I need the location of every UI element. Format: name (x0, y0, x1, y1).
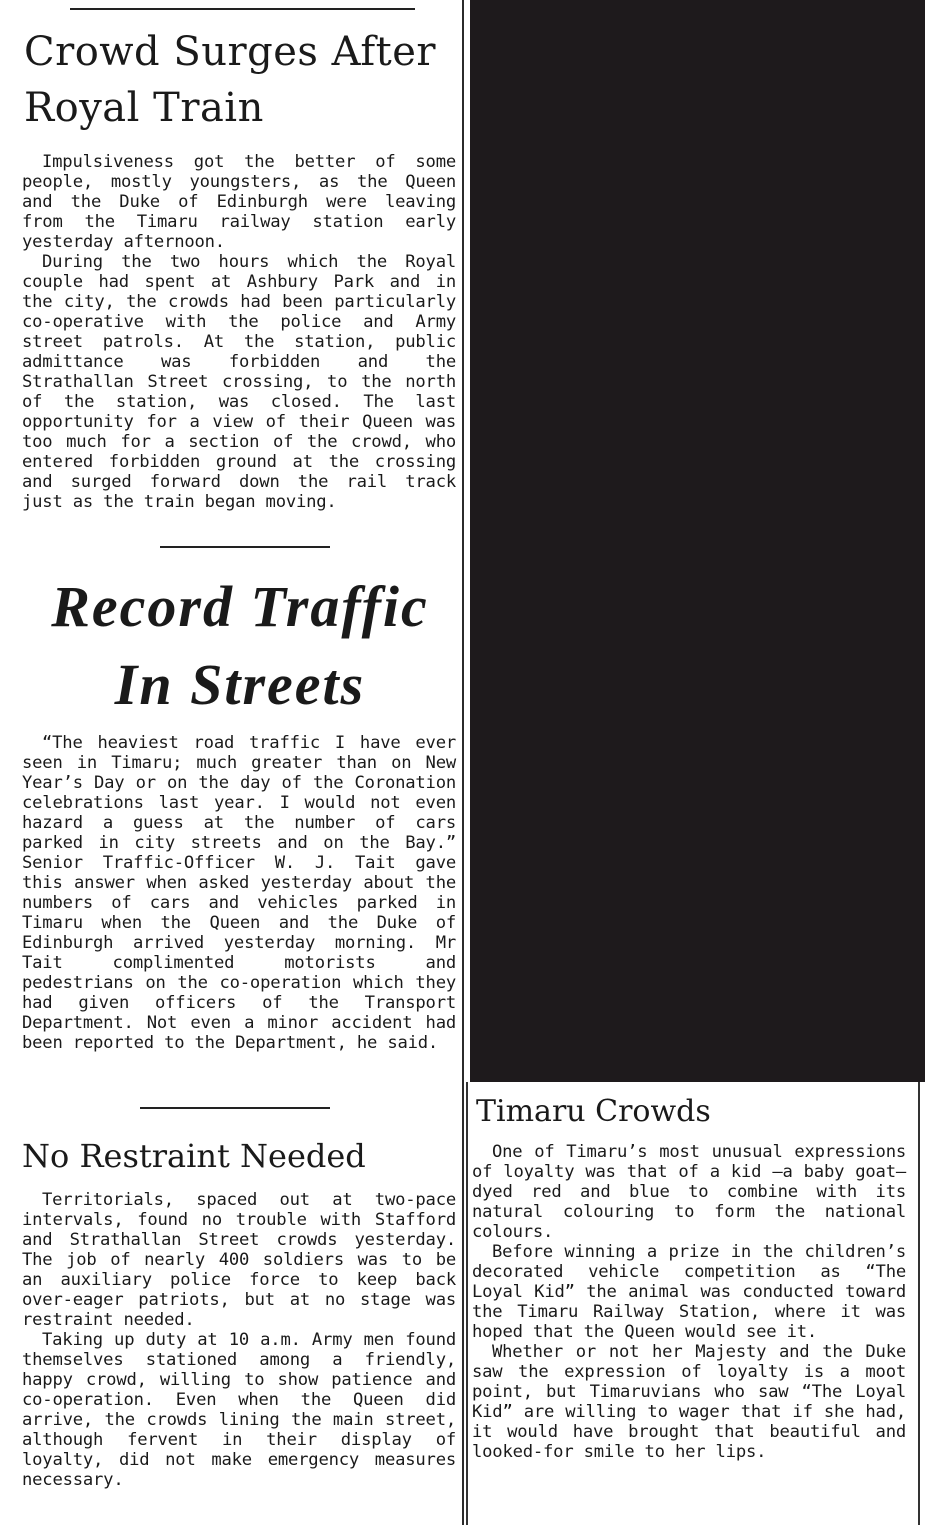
headline-crowd-line2: Royal Train (24, 85, 264, 131)
restraint-paragraph-2: Taking up duty at 10 a.m. Army men found themselves stationed among a friendly, happy crowd, willing to show patience and co-operation. Even when the Queen did arrive, the crowds lining the main street, although fervent in their display of loyalty, did not make emergency measures necessary. (22, 1330, 456, 1490)
restraint-paragraph-1: Territorials, spaced out at two-pace intervals, found no trouble with Stafford and Strathallan Street crowds yesterday. The job of nearly 400 soldiers was to be an auxiliary police force to keep back over-eager patriots, but at no stage was restraint needed. (22, 1190, 456, 1330)
article-restraint-body (22, 1190, 456, 1490)
headline-record-traffic (20, 568, 460, 724)
headline-timaru-crowds: Timaru Crowds (476, 1094, 711, 1129)
timaru-paragraph-1: One of Timaru’s most unusual expressions of loyalty was that of a kid —a baby goat—dyed red and blue to combine with its natural colouring to form the national colours. (472, 1142, 906, 1242)
section-divider (140, 1107, 330, 1109)
crowd-paragraph-2: During the two hours which the Royal couple had spent at Ashbury Park and in the city, the crowds had been particularly co-operative with the police and Army street patrols. At the station, public admittance was forbidden and the Strathallan Street crossing, to the north of the station, was closed. The last opportunity for a view of their Queen was too much for a section of the crowd, who entered forbidden ground at the crossing and surged forward down the rail track just as the train began moving. (22, 252, 456, 512)
headline-traffic-line2: In Streets (114, 652, 366, 717)
section-divider (160, 546, 330, 548)
headline-crowd-surges (24, 24, 456, 136)
article-traffic-body (22, 733, 456, 1053)
column-rule (462, 0, 464, 1525)
article-timaru-body (472, 1142, 906, 1462)
headline-crowd-line1: Crowd Surges After (24, 29, 437, 75)
headline-traffic-line1: Record Traffic (51, 574, 429, 639)
right-column-border-left (466, 1082, 468, 1525)
traffic-paragraph-1: “The heaviest road traffic I have ever seen in Timaru; much greater than on New Year’s Day or on the day of the Coronation celebrations last year. I would not even hazard a guess at the number of cars parked in city streets and on the Bay.” Senior Traffic-Officer W. J. Tait gave this answer when asked yesterday about the numbers of cars and vehicles parked in Timaru when the Queen and the Duke of Edinburgh arrived yesterday morning. Mr Tait complimented motorists and pedestrians on the co-operation which they had given officers of the Transport Department. Not even a minor accident had been reported to the Department, he said. (22, 733, 456, 1053)
right-column (472, 1090, 912, 1462)
right-column-border-right (918, 1082, 920, 1525)
timaru-paragraph-2: Before winning a prize in the children’s decorated vehicle competition as “The Loyal Kid” the animal was conducted toward the Timaru Railway Station, where it was hoped that the Queen would see it. (472, 1242, 906, 1342)
left-column (20, 0, 460, 1525)
headline-no-restraint: No Restraint Needed (22, 1137, 366, 1175)
article-crowd-body (22, 152, 456, 512)
crowd-paragraph-1: Impulsiveness got the better of some people, mostly youngsters, as the Queen and the Duke of Edinburgh were leaving from the Timaru railway station early yesterday afternoon. (22, 152, 456, 252)
timaru-paragraph-3: Whether or not her Majesty and the Duke saw the expression of loyalty is a moot point, but Timaruvians who saw “The Loyal Kid” are willing to wager that if she had, it would have brought that beautiful and looked-for smile to her lips. (472, 1342, 906, 1462)
dark-photo-area (470, 0, 925, 1082)
